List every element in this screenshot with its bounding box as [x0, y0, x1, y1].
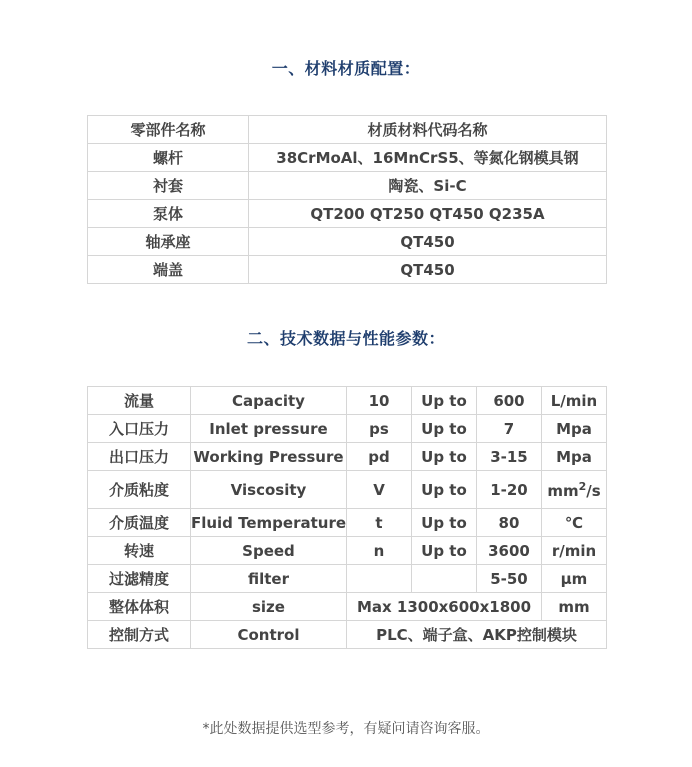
param-cn-cell: 介质粘度 — [88, 471, 191, 509]
section-title-materials: 一、材料材质配置： — [271, 59, 421, 78]
value-cell: 3-15 — [476, 443, 541, 471]
param-cn-cell: 介质温度 — [88, 509, 191, 537]
unit-cell: Mpa — [541, 415, 606, 443]
param-en-cell: Control — [190, 621, 346, 649]
table-row — [88, 565, 607, 593]
limit-cell: Up to — [412, 537, 477, 565]
table-row — [88, 415, 607, 443]
table-row — [88, 471, 607, 509]
param-cn-cell: 控制方式 — [88, 621, 191, 649]
limit-cell: Up to — [412, 443, 477, 471]
table-row — [88, 593, 607, 621]
table-row — [88, 172, 607, 200]
symbol-cell: pd — [347, 443, 412, 471]
param-cn-cell: 转速 — [88, 537, 191, 565]
symbol-cell: n — [347, 537, 412, 565]
param-cn-cell: 流量 — [88, 387, 191, 415]
footnote: *此处数据提供选型参考，有疑问请咨询客服。 — [202, 721, 490, 737]
symbol-cell: V — [347, 471, 412, 509]
material-cell: 陶瓷、Si-C — [249, 172, 607, 200]
param-en-cell: Fluid Temperature — [190, 509, 346, 537]
part-name-cell: 端盖 — [88, 256, 249, 284]
value-cell: 600 — [476, 387, 541, 415]
limit-cell: Up to — [412, 471, 477, 509]
param-en-cell: filter — [190, 565, 346, 593]
part-name-cell: 螺杆 — [88, 144, 249, 172]
limit-cell: Up to — [412, 387, 477, 415]
limit-cell: Up to — [412, 509, 477, 537]
param-en-cell: Capacity — [190, 387, 346, 415]
table-row — [88, 228, 607, 256]
unit-cell: L/min — [541, 387, 606, 415]
symbol-cell: ps — [347, 415, 412, 443]
materials-table — [87, 115, 607, 284]
limit-cell: Up to — [412, 415, 477, 443]
unit-cell: ℃ — [541, 509, 606, 537]
part-name-cell: 泵体 — [88, 200, 249, 228]
symbol-cell: t — [347, 509, 412, 537]
param-cn-cell: 出口压力 — [88, 443, 191, 471]
unit-cell: Mpa — [541, 443, 606, 471]
symbol-cell: 10 — [347, 387, 412, 415]
material-cell: QT200 QT250 QT450 Q235A — [249, 200, 607, 228]
header-cell: 零部件名称 — [88, 116, 249, 144]
param-en-cell: Speed — [190, 537, 346, 565]
value-cell: 1-20 — [476, 471, 541, 509]
table-row — [88, 144, 607, 172]
param-en-cell: Viscosity — [190, 471, 346, 509]
unit-exponent: 2 — [578, 479, 587, 493]
part-name-cell: 衬套 — [88, 172, 249, 200]
param-en-cell: size — [190, 593, 346, 621]
value-cell: 3600 — [476, 537, 541, 565]
unit-base: mm — [547, 481, 579, 500]
value-cell: Max 1300x600x1800 — [347, 593, 542, 621]
param-en-cell: Working Pressure — [190, 443, 346, 471]
value-cell: PLC、端子盒、AKP控制模块 — [347, 621, 607, 649]
part-name-cell: 轴承座 — [88, 228, 249, 256]
material-cell: 38CrMoAl、16MnCrS5、等氮化钢模具钢 — [249, 144, 607, 172]
table-row — [88, 537, 607, 565]
param-en-cell: Inlet pressure — [190, 415, 346, 443]
section-title-specs: 二、技术数据与性能参数： — [246, 329, 445, 348]
unit-cell: r/min — [541, 537, 606, 565]
limit-cell — [412, 565, 477, 593]
table-row — [88, 509, 607, 537]
unit-cell — [541, 471, 606, 509]
param-cn-cell: 入口压力 — [88, 415, 191, 443]
material-cell: QT450 — [249, 256, 607, 284]
material-cell: QT450 — [249, 228, 607, 256]
value-cell: 5-50 — [476, 565, 541, 593]
symbol-cell — [347, 565, 412, 593]
unit-cell: mm — [541, 593, 606, 621]
table-row — [88, 621, 607, 649]
value-cell: 7 — [476, 415, 541, 443]
unit-cell: μm — [541, 565, 606, 593]
unit-suffix: /s — [586, 481, 601, 500]
param-cn-cell: 整体体积 — [88, 593, 191, 621]
param-cn-cell: 过滤精度 — [88, 565, 191, 593]
specs-table — [87, 386, 607, 649]
value-cell: 80 — [476, 509, 541, 537]
table-row — [88, 387, 607, 415]
table-row — [88, 256, 607, 284]
table-header-row — [88, 116, 607, 144]
header-cell: 材质材料代码名称 — [249, 116, 607, 144]
table-row — [88, 443, 607, 471]
table-row — [88, 200, 607, 228]
